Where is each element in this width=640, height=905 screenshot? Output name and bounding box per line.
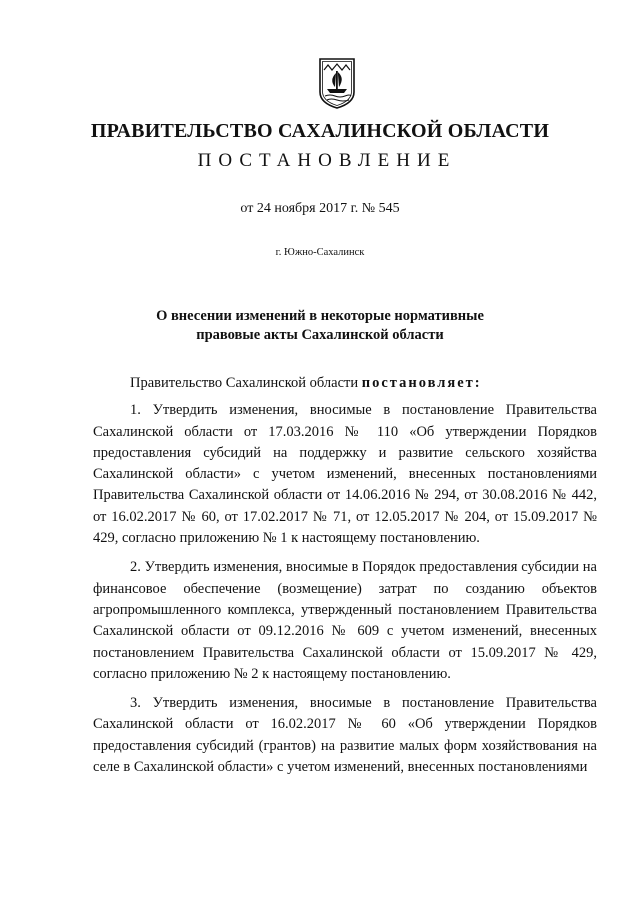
item-paragraph-3: 3. Утвердить изменения, вносимые в постановление Правительства Сахалинской области от 16.02.2017 № 60 «Об утверждении Порядков предоставления субсидий (грантов) на развитие малых форм хозяйствования на селе в Сахалинской области» с учетом изменений, внесенных постановлениями xyxy=(93,695,597,776)
document-date-number: от 24 ноября 2017 г. № 545 xyxy=(240,201,400,216)
document-heading-line-2: правовые акты Сахалинской области xyxy=(196,327,444,343)
document-type: ПОСТАНОВЛЕНИЕ xyxy=(197,150,457,171)
preamble-text: Правительство Сахалинской области xyxy=(130,375,362,391)
government-title: ПРАВИТЕЛЬСТВО САХАЛИНСКОЙ ОБЛАСТИ xyxy=(90,120,550,142)
document-heading-line-1: О внесении изменений в некоторые нормативные xyxy=(156,308,484,324)
document-body xyxy=(93,373,597,786)
item-paragraph-1: 1. Утвердить изменения, вносимые в постановление Правительства Сахалинской области от 17.03.2016 № 110 «Об утверждении Порядков предоставления субсидий на поддержку и развитие сельского хозяйства Сахалинской области» с учетом изменений, внесенных постановлениями Правительства Сахалинской области от 14.06.2016 № 294, от 30.08.2016 № 442, от 16.02.2017 № 60, от 17.02.2017 № 71, от 12.05.2017 № 204, от 15.09.2017 № 429, согласно приложению № 1 к настоящему постановлению. xyxy=(93,402,597,547)
item-paragraph-2: 2. Утвердить изменения, вносимые в Порядок предоставления субсидии на финансовое обеспечение (возмещение) затрат по созданию объектов агропромышленного комплекса, утвержденный постановлением Правительства Сахалинской области от 09.12.2016 № 609 с учетом изменений, внесенных постановлением Правительства Сахалинской области от 15.09.2017 № 429, согласно приложению № 2 к настоящему постановлению. xyxy=(93,559,597,682)
document-heading xyxy=(0,307,640,345)
preamble-verb: постановляет: xyxy=(361,375,482,391)
preamble-paragraph xyxy=(93,373,597,394)
coat-of-arms-emblem xyxy=(318,56,356,110)
document-city: г. Южно-Сахалинск xyxy=(275,247,365,258)
